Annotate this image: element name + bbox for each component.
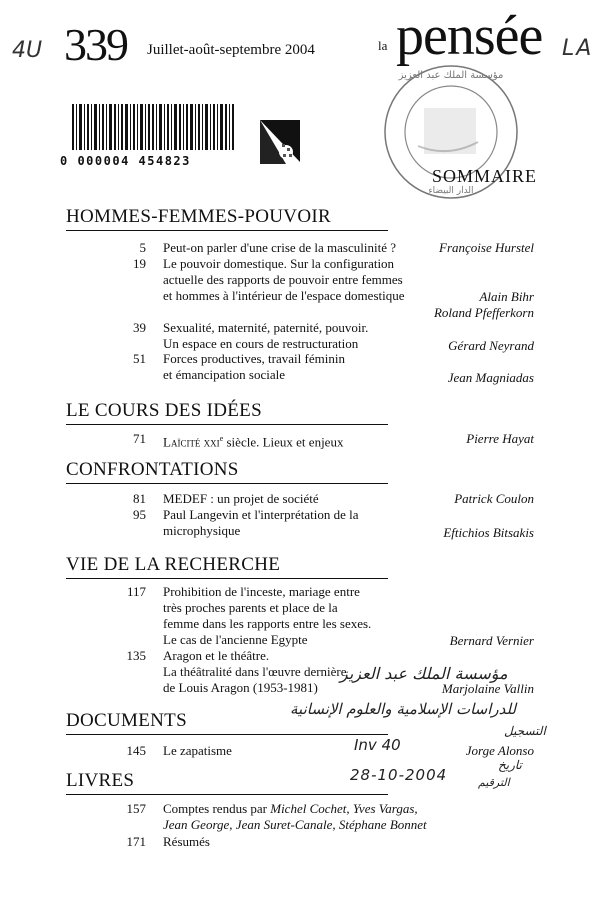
entry-title-line: et émancipation sociale <box>163 367 286 382</box>
page-number: 5 <box>139 240 146 255</box>
page-number: 39 <box>133 320 146 335</box>
section-title: HOMMES-FEMMES-POUVOIR <box>66 206 388 231</box>
page-number: 157 <box>126 801 146 816</box>
entry-author: Gérard Neyrand <box>448 338 534 353</box>
handwritten-arabic-line: للدراسات الإسلامية والعلوم الإنسانية <box>290 700 517 718</box>
page-number: 135 <box>126 648 146 663</box>
stamp-text-bottom: الدار البيضاء <box>428 186 474 196</box>
toc-entry <box>0 801 610 835</box>
toc-entry <box>0 507 610 541</box>
section-hommes-femmes-pouvoir <box>66 206 388 231</box>
entry-author: Patrick Coulon <box>454 491 534 506</box>
entry-title: MEDEF : un projet de société <box>163 491 319 506</box>
entry-author: Jean Magniadas <box>447 370 534 385</box>
entry-title-line: de Louis Aragon (1953-1981) <box>163 680 318 695</box>
page-number: 51 <box>133 351 146 366</box>
handwritten-date: 28-10-2004 <box>350 766 448 784</box>
section-vie-de-la-recherche <box>66 554 388 579</box>
entry-author: Eftichios Bitsakis <box>443 525 534 540</box>
issue-number: 339 <box>64 19 127 70</box>
entry-title-line: Forces productives, travail féminin <box>163 351 345 366</box>
section-title: DOCUMENTS <box>66 710 388 735</box>
entry-title: Résumés <box>163 834 210 849</box>
page-number: 145 <box>126 743 146 758</box>
section-title: LIVRES <box>66 770 388 795</box>
entry-title-main: Comptes rendus par <box>163 801 271 816</box>
entry-title: Le zapatisme <box>163 743 232 758</box>
magazine-article: la <box>378 38 388 53</box>
entry-title-main: Laïcité xxi <box>163 434 220 450</box>
entry-title-line: Le cas de l'ancienne Egypte <box>163 632 308 647</box>
entry-title <box>163 801 418 817</box>
entry-author: Marjolaine Vallin <box>441 681 534 696</box>
entry-title: Peut-on parler d'une crise de la masculinité ? <box>163 240 397 255</box>
entry-title-line: Un espace en cours de restructuration <box>163 336 359 351</box>
barcode-digits: 0 000004 454823 <box>60 154 191 168</box>
page-number: 81 <box>133 491 146 506</box>
page-number: 19 <box>133 256 146 271</box>
entry-title-line: La théâtralité dans l'œuvre dernière <box>163 664 347 679</box>
handwritten-label: تاريخ <box>498 758 522 772</box>
entry-title-line: Le pouvoir domestique. Sur la configuration <box>163 256 395 271</box>
entry-title-line: Sexualité, maternité, paternité, pouvoir. <box>163 320 369 335</box>
entry-author: Alain Bihr <box>479 289 534 304</box>
entry-title-rest: siècle. Lieux et enjeux <box>223 434 344 450</box>
entry-title-line: Aragon et le théâtre. <box>163 648 270 663</box>
section-title: LE COURS DES IDÉES <box>66 400 388 425</box>
section-confrontations <box>66 459 388 484</box>
toc-entry <box>0 584 610 650</box>
contents-heading: SOMMAIRE <box>432 166 538 186</box>
page-number: 95 <box>133 507 146 522</box>
entry-author: Jorge Alonso <box>465 743 534 758</box>
entry-author: Roland Pfefferkorn <box>433 305 534 320</box>
handwritten-registration-number: Inv 40 <box>354 736 401 754</box>
entry-author: Pierre Hayat <box>466 431 534 446</box>
section-livres <box>66 770 388 795</box>
handwritten-mark-left: 4U <box>12 38 43 63</box>
toc-entry <box>0 256 610 324</box>
toc-entry <box>0 320 610 354</box>
issue-date: Juillet-août-septembre 2004 <box>147 42 315 58</box>
handwritten-mark-right: LA <box>562 36 594 61</box>
page-number: 71 <box>133 431 146 446</box>
section-title: VIE DE LA RECHERCHE <box>66 554 388 579</box>
section-title: CONFRONTATIONS <box>66 459 388 484</box>
entry-title <box>163 431 343 450</box>
stamp-text-top: مؤسسة الملك عبد العزيز <box>398 70 504 81</box>
entry-title-line: microphysique <box>163 523 241 538</box>
entry-title-line: et hommes à l'intérieur de l'espace domestique <box>163 288 405 303</box>
entry-title-authors: Michel Cochet, Yves Vargas, <box>270 801 418 816</box>
page-number: 117 <box>126 584 146 599</box>
magazine-title: pensée <box>396 5 543 67</box>
handwritten-label: التسجيل <box>504 724 546 738</box>
entry-author: Françoise Hurstel <box>439 240 534 255</box>
publisher-logo-icon <box>256 114 304 168</box>
entry-title-sup: e <box>219 434 224 443</box>
entry-title-line: Prohibition de l'inceste, mariage entre <box>163 584 360 599</box>
entry-title-line: Paul Langevin et l'interprétation de la <box>163 507 359 522</box>
entry-title-line: très proches parents et place de la <box>163 600 338 615</box>
entry-author: Bernard Vernier <box>449 633 534 648</box>
toc-entry <box>0 648 610 698</box>
toc-entry <box>0 351 610 385</box>
handwritten-label: الترقيم <box>478 776 510 789</box>
entry-title-line: actuelle des rapports de pouvoir entre femmes <box>163 272 403 287</box>
entry-title-line: femme dans les rapports entre les sexes. <box>163 616 372 631</box>
section-le-cours-des-idees <box>66 400 388 425</box>
handwritten-arabic-line: مؤسسة الملك عبد العزيز <box>340 664 508 683</box>
page-number: 171 <box>126 834 146 849</box>
entry-title-authors: Jean George, Jean Suret-Canale, Stéphane Bonnet <box>163 817 427 832</box>
